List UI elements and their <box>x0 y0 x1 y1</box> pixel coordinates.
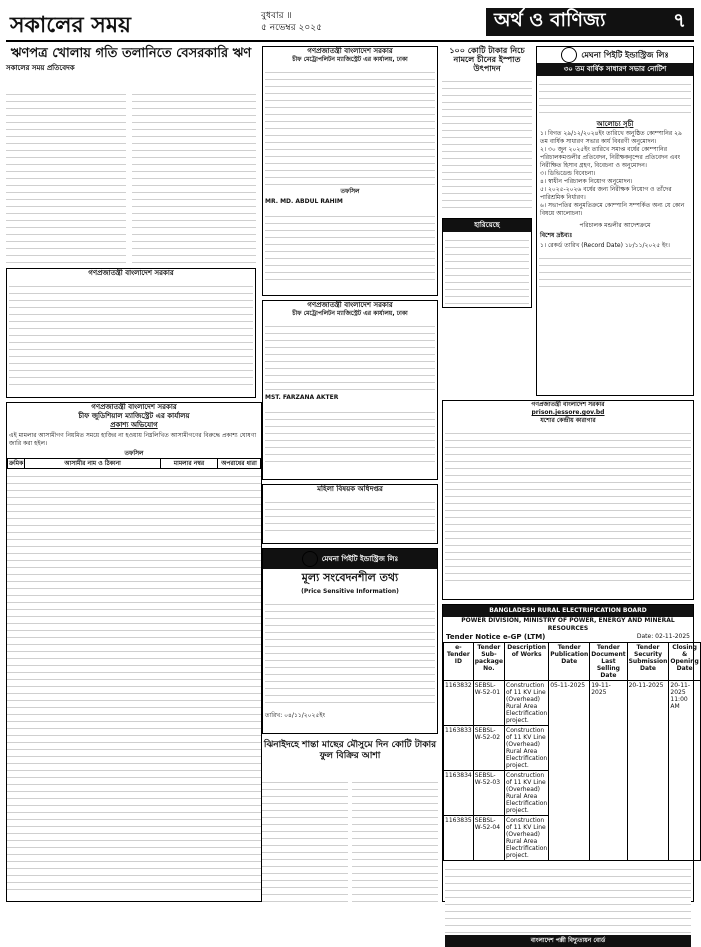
notice2-details <box>265 406 435 466</box>
notice1-text <box>265 66 435 186</box>
tender-date: Date: 02-11-2025 <box>636 633 690 640</box>
section-banner <box>486 8 694 36</box>
tender-title: Tender Notice e-GP (LTM) <box>446 633 546 641</box>
agenda-item-1: ১। বিগত ২৯/১২/২০২৪ইং তারিখে অনুষ্ঠিত কোম্পানির ২৯ তম বার্ষিক সাধারণ সভার কার্য বিবরণী অনুমোদন। <box>540 130 682 145</box>
court-table-rows <box>7 470 261 890</box>
flower-headline: ঝিনাইদহে শান্তা মাছের মৌসুমে দিন কোটি টাকার ফুল বিক্রির আশা <box>263 740 437 761</box>
court-table <box>7 458 261 469</box>
col-section: অপরাধের ধারা <box>218 459 261 469</box>
tender-sec: 20-11-2025 <box>627 681 669 861</box>
tender-col-last: Tender Document Last Selling Date <box>591 644 626 679</box>
women-title: মহিলা বিষয়ক অধিদপ্তর <box>317 485 383 493</box>
court-notice <box>6 402 262 902</box>
steel-headline: ১০০ কোটি টাকার নিচে নামলে চীনের ইস্পাত উৎপাদন <box>449 46 525 73</box>
agm-intro <box>539 78 691 118</box>
notice2-title: গণপ্রজাতন্ত্রী বাংলাদেশ সরকার <box>307 301 393 309</box>
court-notice-para: এই মামলার আসামীগণ নিয়মিত সময়ে হাজির না হওয়ায় নিম্নলিখিত আসামীগণের বিরুদ্ধে প্রকাশ্য ঘোষণা জারি করা হইল। <box>9 432 257 447</box>
price-sensitive-notice <box>262 548 438 734</box>
special-title: বিশেষ দ্রষ্টব্যঃ <box>540 232 573 239</box>
tender-desc: Construction of 11 KV Line (Overhead) Rural Area Electrification project. <box>506 682 548 724</box>
court-notice-sub: চীফ জুডিশিয়াল ম্যাজিস্ট্রেট এর কার্যালয় <box>78 412 190 420</box>
lost-title: হারিয়েছে <box>443 219 531 232</box>
women-affairs-notice <box>262 484 438 544</box>
news-steel <box>442 46 532 214</box>
tender-id: 1163835 <box>444 816 474 861</box>
notice2-text <box>265 320 435 390</box>
record-date: ১। রেকর্ড তারিখ (Record Date) ১৮/১১/২০২৫ ইং। <box>540 242 670 249</box>
agm-company <box>537 47 693 63</box>
women-text <box>265 496 435 536</box>
section-title: অর্থ ও বাণিজ্য <box>494 9 606 31</box>
prison-web[interactable]: prison.jessore.gov.bd <box>531 409 605 416</box>
tender-col-desc: Description of Works <box>505 643 549 681</box>
lost-notice <box>442 218 532 308</box>
prison-notice <box>442 400 694 600</box>
notice1-details <box>265 210 435 280</box>
page-number: ৭ <box>672 7 686 32</box>
agenda-item-2: ২। ৩০ জুন ২০২৫ইং তারিখে সমাপ্ত বর্ষের কোম্পানির পরিচালকমণ্ডলীর প্রতিবেদন, নিরীক্ষকবৃন্দের প্রতিবেদন এবং নিরীক্ষিত হিসাব গ্রহণ, বিবেচনা ও অনুমোদন। <box>540 146 681 169</box>
agenda-item-5: ৫। ২০২৫-২০২৬ বর্ষের জন্য নিরীক্ষক নিয়োগ ও তাঁদের পারিশ্রমিক নির্ধারণ। <box>540 186 672 201</box>
agm-notice <box>536 46 694 396</box>
tender-id: 1163832 <box>444 681 474 726</box>
agenda-title: আলোচ্য সূচী <box>596 120 634 128</box>
article-text-left <box>6 88 126 266</box>
court-table-header <box>8 459 261 469</box>
lost-text <box>445 234 529 304</box>
tender-col-pkg: Tender Sub-package No. <box>473 643 504 681</box>
notice-cmm-2 <box>262 300 438 480</box>
tender-footer-board: বাংলাদেশ পল্লী বিদ্যুতায়ন বোর্ড <box>445 935 691 947</box>
flower-text-left <box>262 776 348 902</box>
col-name: আসামীর নাম ও ঠিকানা <box>25 459 161 469</box>
prison-logo: যশোর কেন্দ্রীয় কারাগার <box>540 417 596 424</box>
col-serial: ক্রমিক <box>9 460 24 467</box>
notice1-name: MR. MD. ABDUL RAHIM <box>265 198 343 205</box>
prison-head: গণপ্রজাতন্ত্রী বাংলাদেশ সরকার <box>531 401 605 408</box>
psi-title-en: (Price Sensitive Information) <box>301 588 399 595</box>
tender-id: 1163833 <box>444 726 474 771</box>
court-notice-heading: প্রকাশ্য অভিযোগ <box>110 421 158 429</box>
tender-col-pub: Tender Publication Date <box>549 643 590 681</box>
agenda-item-6: ৬। সভাপতির অনুমতিক্রমে কোম্পানি সম্পর্কিত অন্য যে কোন বিষয়ে আলোচনা। <box>540 202 685 217</box>
steel-text <box>442 75 532 213</box>
agenda-item-4: ৪। স্বাধীন পরিচালক নিয়োগ অনুমোদন। <box>540 178 633 185</box>
psi-date: তারিখ: ০৪/১১/২০২৫ইং <box>265 712 326 719</box>
flower-text-right <box>352 776 438 902</box>
notice1-sub: চীফ মেট্রোপলিটন ম্যাজিস্ট্রেট এর কার্যালয়, ঢাকা <box>292 56 408 63</box>
court-table-title: তফসিল <box>124 450 144 457</box>
table-row <box>444 681 701 726</box>
tender-col-id: e-Tender ID <box>444 643 474 681</box>
masthead-brand: সকালের সময় <box>10 12 132 38</box>
news-article-lc <box>6 46 256 266</box>
tender-close: 20-11-2025 11:00 AM <box>669 681 700 861</box>
notice-text <box>9 280 253 390</box>
tender-title-row <box>443 633 693 642</box>
notice-title: গণপ্রজাতন্ত্রী বাংলাদেশ সরকার <box>88 269 174 277</box>
psi-company <box>263 549 437 569</box>
notice2-name: MST. FARZANA AKTER <box>265 394 339 401</box>
tender-pkg: SEBSL-W-52-03 <box>473 771 504 816</box>
tender-desc: Construction of 11 KV Line (Overhead) Rural Area Electrification project. <box>506 772 548 814</box>
date-block <box>261 10 322 34</box>
notice-cmm-1 <box>262 46 438 296</box>
court-notice-title: গণপ্রজাতন্ত্রী বাংলাদেশ সরকার <box>91 403 177 411</box>
tender-pkg: SEBSL-W-52-02 <box>473 726 504 771</box>
company-logo-icon-2 <box>561 47 577 63</box>
tender-last: 19-11-2025 <box>590 681 627 861</box>
agm-company-name: মেঘনা পিইটি ইন্ডাস্ট্রিজ লিঃ <box>581 50 669 60</box>
date: ৫ নভেম্বর ২০২৫ <box>261 23 322 33</box>
prison-table <box>445 427 691 585</box>
agm-title: ৩০ তম বার্ষিক সাধারণ সভার নোটিশ <box>537 63 693 76</box>
tender-col-sec: Tender Security Submission Date <box>627 643 669 681</box>
article-text-right <box>132 88 256 266</box>
tender-id: 1163834 <box>444 771 474 816</box>
psi-text <box>265 598 435 708</box>
tender-pkg: SEBSL-W-52-01 <box>473 681 504 726</box>
tender-footer-text <box>445 863 691 933</box>
tender-board: BANGLADESH RURAL ELECTRIFICATION BOARD <box>443 605 693 617</box>
page-header <box>6 6 694 42</box>
psi-title: মূল্য সংবেদনশীল তথ্য <box>301 571 399 584</box>
tender-col-close: Closing & Opening Date <box>669 643 700 681</box>
tender-desc: Construction of 11 KV Line (Overhead) Rural Area Electrification project. <box>506 817 548 859</box>
article-headline: ঋণপত্র খোলায় গতি তলানিতে বেসরকারি ঋণ <box>10 46 252 61</box>
agenda-list <box>537 129 693 219</box>
tender-table-header <box>444 643 701 681</box>
tender-pkg: SEBSL-W-52-04 <box>473 816 504 861</box>
agm-special-text <box>539 252 691 292</box>
notice2-sub: চীফ মেট্রোপলিটন ম্যাজিস্ট্রেট এর কার্যালয়, ঢাকা <box>292 310 408 317</box>
notice1-tofsil: তফসিল <box>340 188 360 195</box>
tender-table <box>443 642 701 861</box>
agenda-item-3: ৩। ডিভিডেন্ড বিবেচনা। <box>540 170 596 177</box>
tender-notice <box>442 604 699 944</box>
col-case: মামলার নম্বর <box>161 459 218 469</box>
article-byline: সকালের সময় প্রতিবেদক <box>6 64 75 72</box>
tender-desc: Construction of 11 KV Line (Overhead) Rural Area Electrification project. <box>506 727 548 769</box>
agm-order-by: পরিচালক মন্ডলীর আদেশক্রমে <box>579 222 651 229</box>
company-logo-icon <box>302 551 318 567</box>
psi-company-name: মেঘনা পিইটি ইন্ডাস্ট্রিজ লিঃ <box>321 555 399 563</box>
day: বুধবার ॥ <box>261 11 292 21</box>
notice-box-col1 <box>6 268 256 398</box>
news-flower <box>262 740 438 902</box>
tender-sub: POWER DIVISION, MINISTRY OF POWER, ENERGY AND MINERAL RESOURCES <box>461 617 675 632</box>
notice1-title: গণপ্রজাতন্ত্রী বাংলাদেশ সরকার <box>307 47 393 55</box>
tender-pub: 05-11-2025 <box>549 681 590 861</box>
